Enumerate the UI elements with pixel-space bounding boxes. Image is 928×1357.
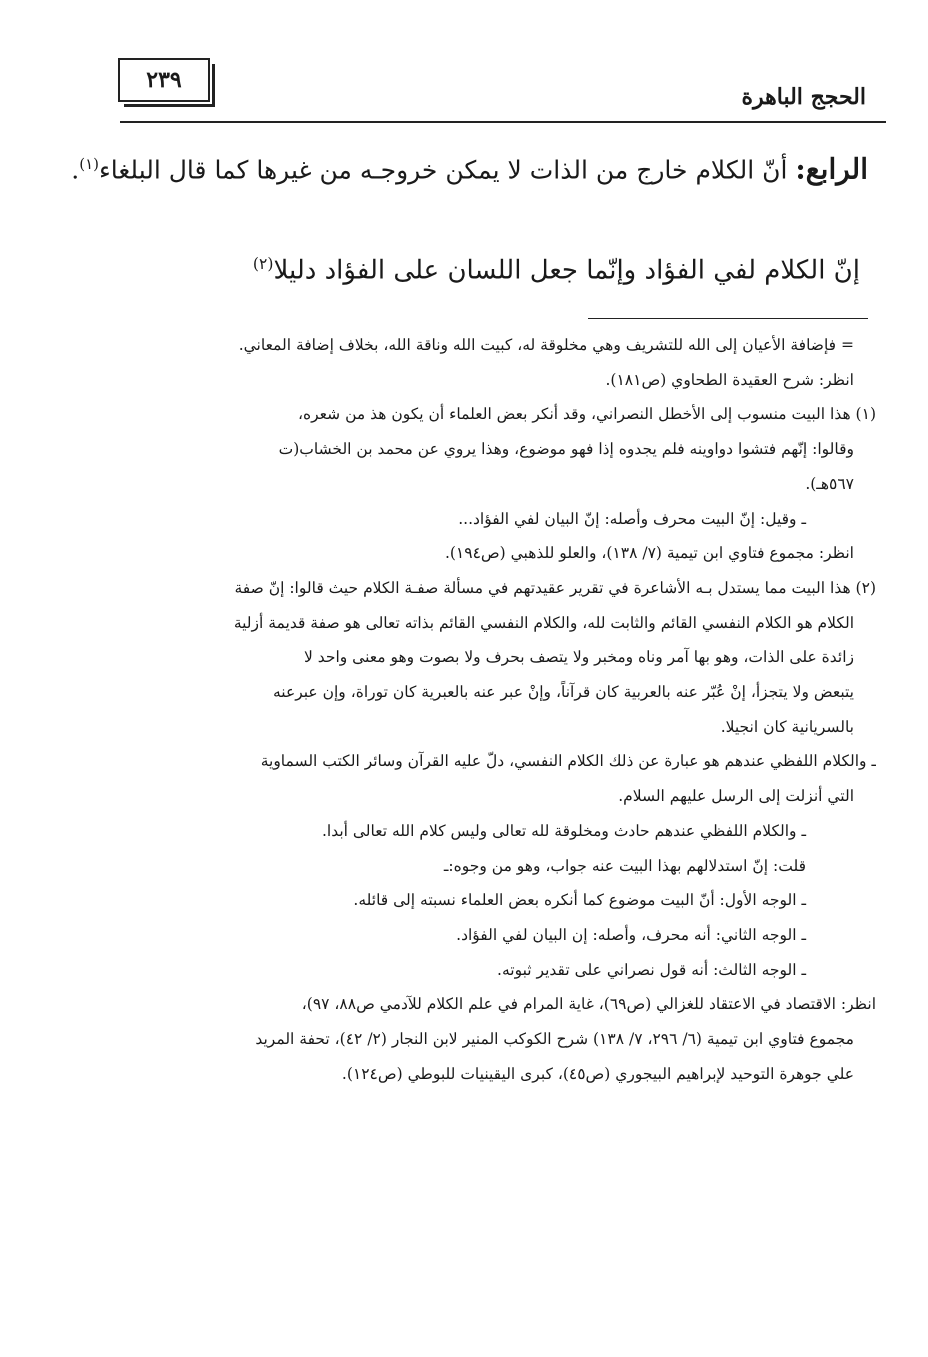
footnotes [36, 328, 876, 1091]
footnote-line: (١) هذا البيت منسوب إلى الأخطل النصراني، وقد أنكر بعض العلماء أن يكون هذ من شعره، [298, 405, 876, 424]
poetry-verse [80, 240, 860, 295]
footnote-line: علي جوهرة التوحيد لإبراهيم البيجوري (ص٤٥)، كبرى اليقينيات للبوطي (ص١٢٤). [341, 1064, 854, 1083]
footnote-line: انظر: الاقتصاد في الاعتقاد للغزالي (ص٦٩)، غاية المرام في علم الكلام للآدمي ص٨٨، ٩٧)، [301, 995, 876, 1014]
verse-text: إنّ الكلام لفي الفؤاد وإنّما جعل اللسان على الفؤاد دليلا [273, 255, 860, 286]
paragraph-text: أنّ الكلام خارج من الذات لا يمكن خروجـه من غيرها كما قال البلغاء [99, 155, 796, 185]
footnote-line: وقالوا: إنّهم فتشوا دواوينه فلم يجدوه إذا فهو موضوع، وهذا يروي عن محمد بن الخشاب(ت [278, 440, 854, 459]
footnote-line: = فإضافة الأعيان إلى الله للتشريف وهي مخلوقة له، كبيت الله وناقة الله، بخلاف إضافة المعاني. [238, 336, 854, 354]
footnote-line: ـ الوجه الأول: أنّ البيت موضوع كما أنكره بعض العلماء نسبته إلى قائله. [353, 891, 806, 910]
footnote-line: الكلام هو الكلام النفسي القائم والثابت لله، والكلام النفسي القائم بذاته تعالى هو صفة قديمة أزلية [233, 613, 854, 632]
running-header-title: الحجج الباهرة [741, 84, 866, 110]
footnote-line: بالسريانية كان انجيلا. [720, 717, 854, 736]
footnote-line: انظر: مجموع فتاوي ابن تيمية (٧/ ١٣٨)، والعلو للذهبي (ص١٩٤). [444, 544, 854, 563]
header-rule [120, 121, 886, 123]
footnote-line: التي أنزلت إلى الرسل عليهم السلام. [618, 787, 854, 806]
page-number-box [118, 58, 210, 102]
footnote-line: مجموع فتاوي ابن تيمية (٦/ ٢٩٦، ٧/ ١٣٨) شرح الكوكب المنير لابن النجار (٢/ ٤٢)، تحفة المريد [255, 1030, 854, 1049]
footnote-line: ٥٦٧هـ). [805, 474, 854, 493]
footnote-line: ـ الوجه الثالث: أنه قول نصراني على تقدير ثبوته. [497, 960, 806, 979]
footnote-line: ـ الوجه الثاني: أنه محرف، وأصله: إن البيان لفي الفؤاد. [456, 925, 806, 944]
footnote-ref-1: (١) [79, 155, 99, 173]
page-number: ٢٣٩ [146, 67, 182, 93]
paragraph-end: . [71, 155, 80, 185]
footnote-line: قلت: إنّ استدلالهم بهذا البيت عنه جواب، وهو من وجوه:ـ [443, 856, 806, 875]
footnote-line: ـ والكلام اللفظي عندهم حادث ومخلوقة لله تعالى وليس كلام الله تعالى أبدا. [321, 821, 806, 840]
footnote-line: زائدة على الذات، وهو بها آمر وناه ومخبر ولا يتصف بحرف ولا بصوت وهو معنى واحد لا [303, 648, 854, 667]
footnote-line: يتبعض ولا يتجزأ، إنْ عُبّر عنه بالعربية كان قرآناً، وإنْ عبر عنه بالعبرية كان توراة، وإن عبرعنه [272, 683, 854, 702]
footnote-line: انظر: شرح العقيدة الطحاوي (ص١٨١). [605, 370, 854, 389]
footnote-separator [588, 318, 868, 319]
main-paragraph [48, 140, 868, 194]
footnote-line: ـ والكلام اللفظي عندهم هو عبارة عن ذلك الكلام النفسي، دلّ عليه القرآن وسائر الكتب السماوية [260, 752, 876, 771]
paragraph-lead: الرابع: [795, 152, 868, 186]
footnote-line: (٢) هذا البيت مما يستدل بـه الأشاعرة في تقرير عقيدتهم في مسألة صفـة الكلام حيث قالوا: إنّ صفة [234, 578, 876, 597]
footnote-ref-2: (٢) [252, 255, 274, 273]
footnote-line: ـ وقيل: إنّ البيت محرف وأصله: إنّ البيان لفي الفؤاد... [458, 509, 806, 528]
